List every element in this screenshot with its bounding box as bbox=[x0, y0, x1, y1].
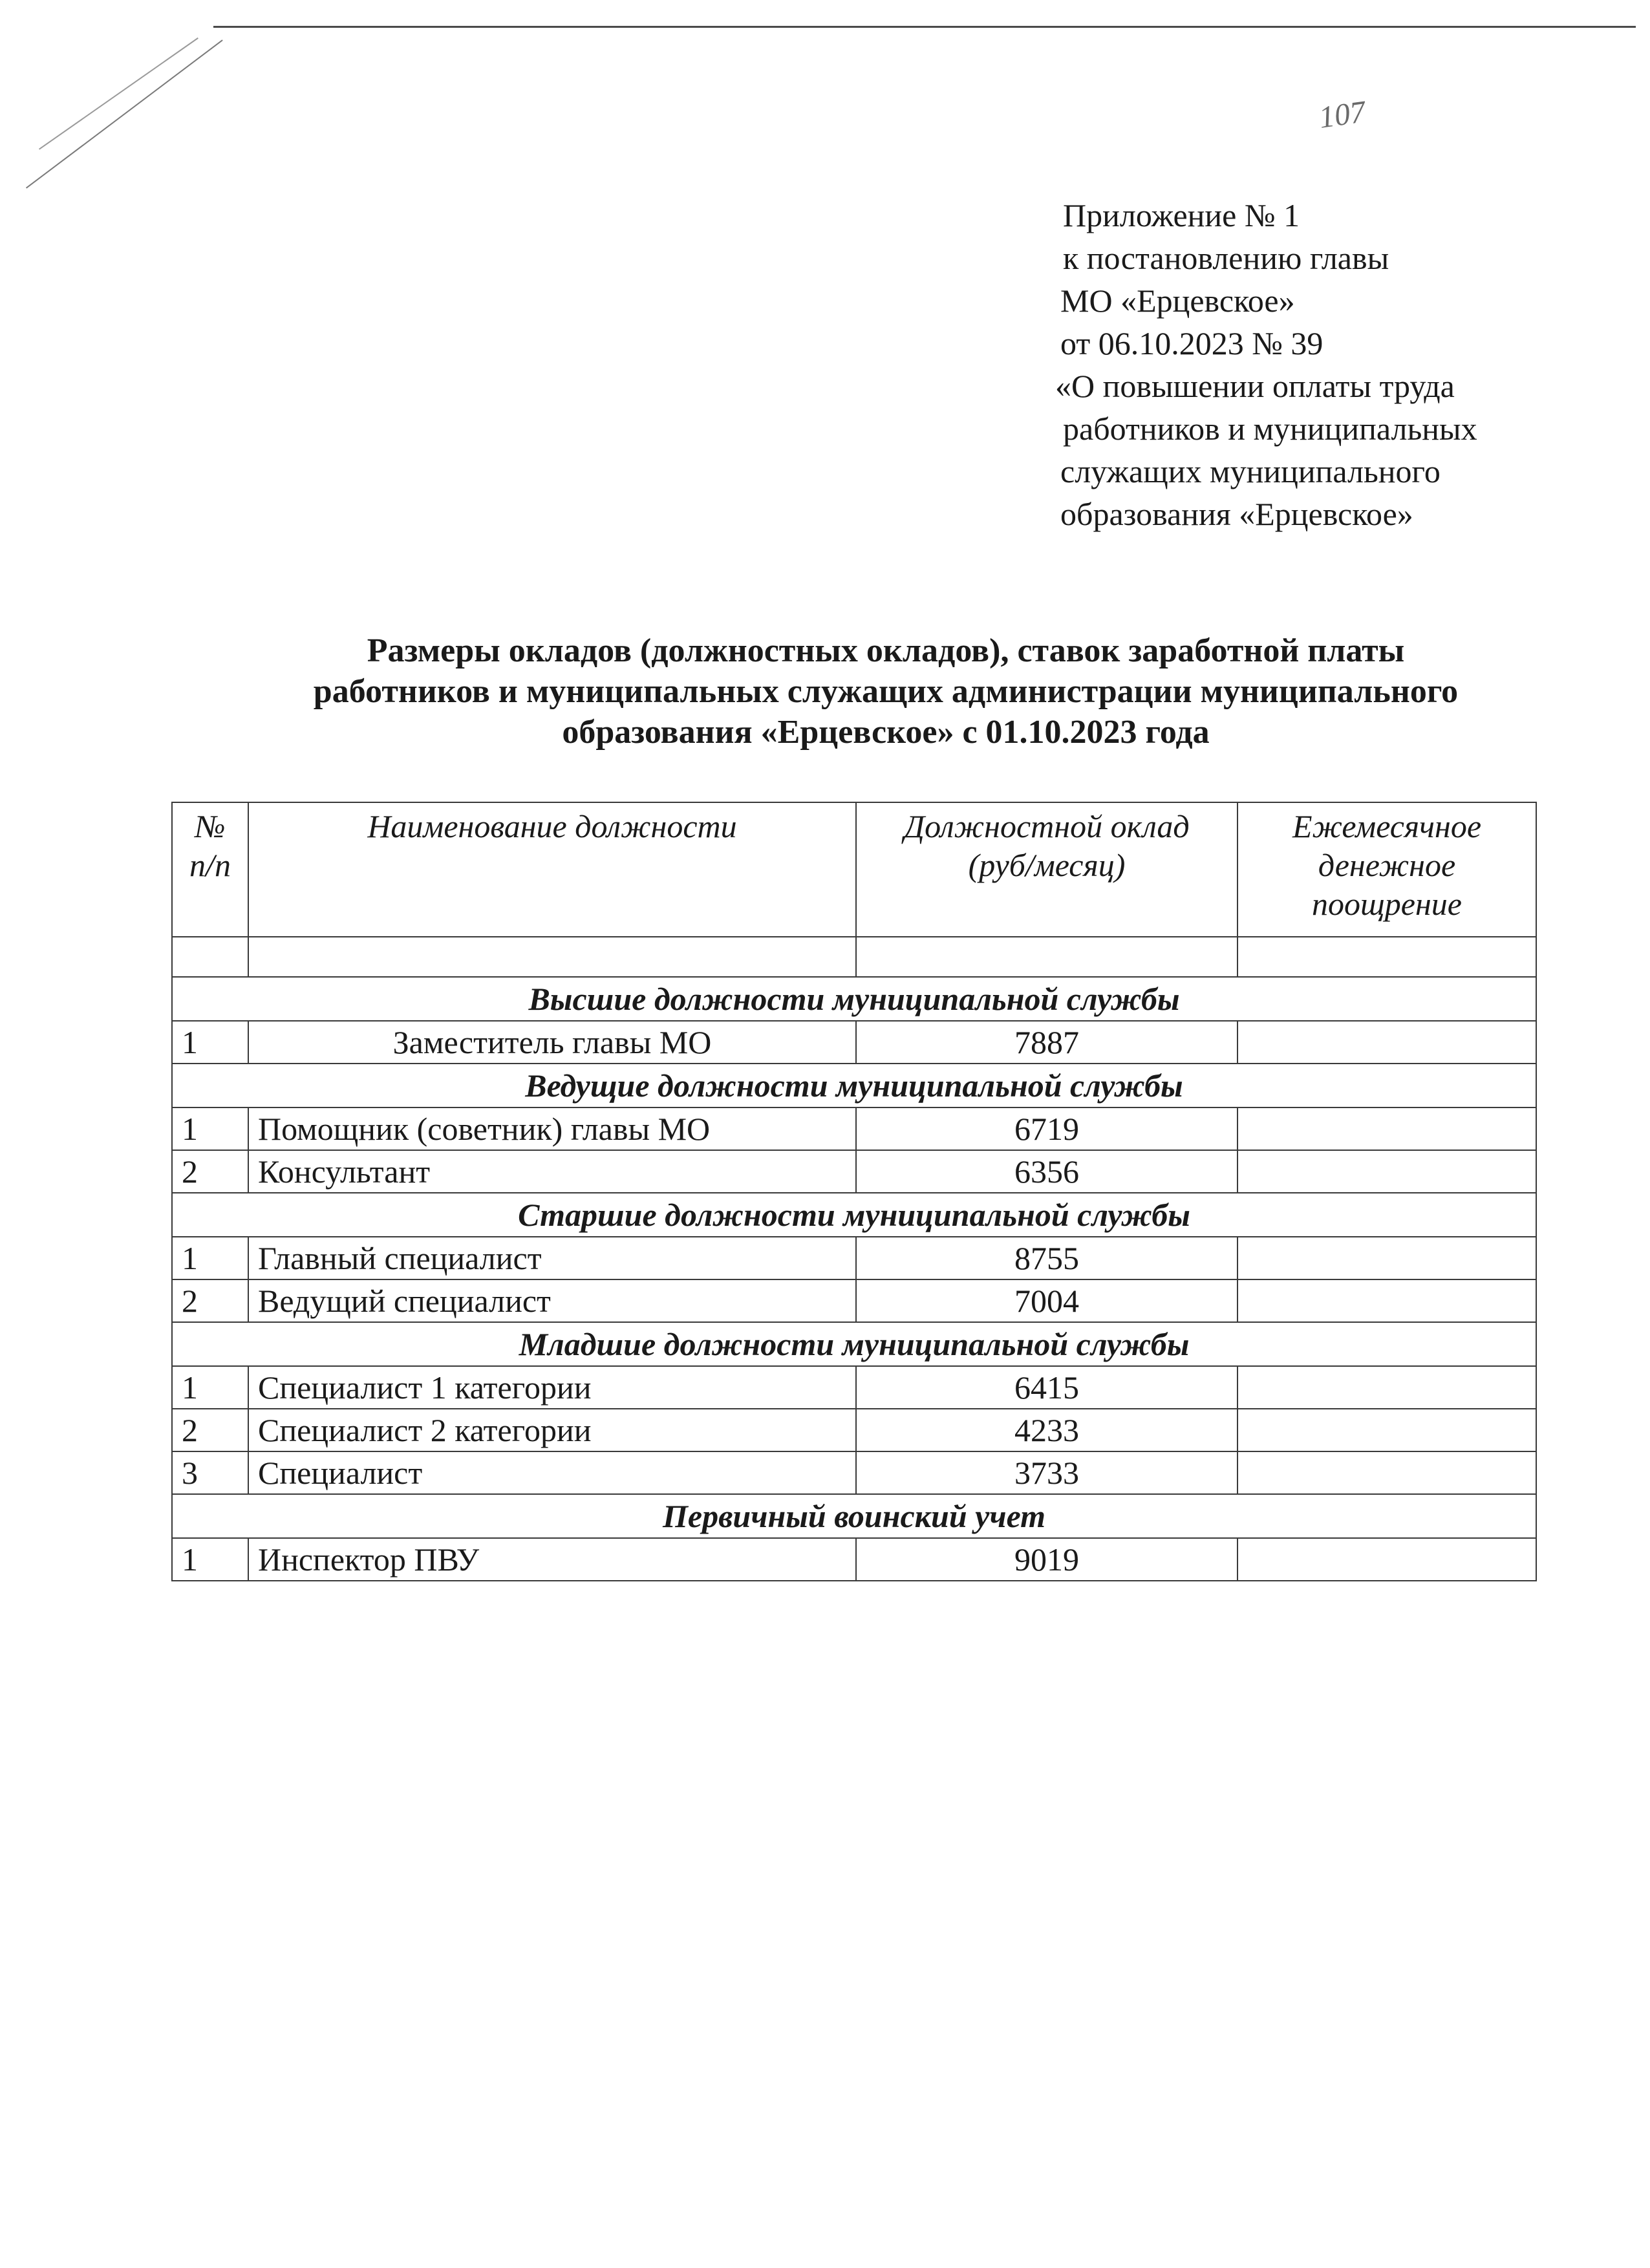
empty-cell bbox=[248, 937, 856, 977]
salary-value: 6415 bbox=[856, 1366, 1238, 1409]
bonus-value bbox=[1238, 1021, 1536, 1064]
bonus-value bbox=[1238, 1409, 1536, 1451]
table-row bbox=[172, 1279, 1536, 1322]
bonus-value bbox=[1238, 1150, 1536, 1193]
appendix-line: Приложение № 1 bbox=[1063, 197, 1300, 233]
bonus-value bbox=[1238, 1279, 1536, 1322]
empty-cell bbox=[172, 937, 248, 977]
salary-value: 3733 bbox=[856, 1451, 1238, 1494]
scan-edge-mark bbox=[26, 39, 223, 188]
salary-value: 6356 bbox=[856, 1150, 1238, 1193]
appendix-block bbox=[1055, 194, 1477, 535]
appendix-line: работников и муниципальных bbox=[1063, 411, 1477, 447]
row-number: 1 bbox=[172, 1021, 248, 1064]
position-name: Специалист 2 категории bbox=[248, 1409, 856, 1451]
row-number: 2 bbox=[172, 1150, 248, 1193]
salary-value: 6719 bbox=[856, 1107, 1238, 1150]
bonus-value bbox=[1238, 1538, 1536, 1581]
row-number: 1 bbox=[172, 1107, 248, 1150]
position-name: Специалист 1 категории bbox=[248, 1366, 856, 1409]
table-body bbox=[172, 977, 1536, 1581]
appendix-line: образования «Ерцевское» bbox=[1060, 496, 1413, 532]
bonus-value bbox=[1238, 1237, 1536, 1279]
header-salary-line: Должностной оклад bbox=[904, 808, 1190, 844]
row-number: 1 bbox=[172, 1538, 248, 1581]
table-row bbox=[172, 1021, 1536, 1064]
table-header-row bbox=[172, 802, 1536, 937]
position-name: Помощник (советник) главы МО bbox=[248, 1107, 856, 1150]
row-number: 1 bbox=[172, 1237, 248, 1279]
section-header-row bbox=[172, 1193, 1536, 1237]
header-position: Наименование должности bbox=[248, 802, 856, 937]
table-row bbox=[172, 1366, 1536, 1409]
salary-value: 9019 bbox=[856, 1538, 1238, 1581]
section-title: Старшие должности муниципальной службы bbox=[172, 1193, 1536, 1237]
salary-table bbox=[171, 802, 1537, 1581]
section-header-row bbox=[172, 1064, 1536, 1107]
salary-value: 8755 bbox=[856, 1237, 1238, 1279]
section-header-row bbox=[172, 1494, 1536, 1538]
appendix-line: служащих муниципального bbox=[1060, 453, 1441, 489]
empty-cell bbox=[856, 937, 1238, 977]
header-salary-line: (руб/месяц) bbox=[968, 847, 1126, 883]
section-title: Ведущие должности муниципальной службы bbox=[172, 1064, 1536, 1107]
position-name: Специалист bbox=[248, 1451, 856, 1494]
position-name: Главный специалист bbox=[248, 1237, 856, 1279]
row-number: 3 bbox=[172, 1451, 248, 1494]
table-row bbox=[172, 1451, 1536, 1494]
title-line: работников и муниципальных служащих администрации муниципального bbox=[313, 673, 1459, 710]
salary-value: 4233 bbox=[856, 1409, 1238, 1451]
row-number: 2 bbox=[172, 1409, 248, 1451]
table-row bbox=[172, 1538, 1536, 1581]
section-header-row bbox=[172, 1322, 1536, 1366]
position-name: Заместитель главы МО bbox=[248, 1021, 856, 1064]
section-title: Младшие должности муниципальной службы bbox=[172, 1322, 1536, 1366]
title-line: образования «Ерцевское» с 01.10.2023 года bbox=[562, 714, 1210, 751]
title-line: Размеры окладов (должностных окладов), ставок заработной платы bbox=[367, 632, 1405, 669]
salary-value: 7887 bbox=[856, 1021, 1238, 1064]
handwritten-page-number: 107 bbox=[1316, 94, 1368, 135]
section-title: Высшие должности муниципальной службы bbox=[172, 977, 1536, 1021]
scan-border-line bbox=[213, 26, 1636, 28]
salary-value: 7004 bbox=[856, 1279, 1238, 1322]
appendix-line: к постановлению главы bbox=[1063, 240, 1389, 276]
table-row bbox=[172, 1107, 1536, 1150]
row-number: 1 bbox=[172, 1366, 248, 1409]
empty-row bbox=[172, 937, 1536, 977]
table-row bbox=[172, 1409, 1536, 1451]
header-bonus bbox=[1238, 802, 1536, 937]
header-bonus-line: Ежемесячное bbox=[1292, 808, 1482, 844]
empty-cell bbox=[1238, 937, 1536, 977]
row-number: 2 bbox=[172, 1279, 248, 1322]
section-header-row bbox=[172, 977, 1536, 1021]
position-name: Инспектор ПВУ bbox=[248, 1538, 856, 1581]
position-name: Ведущий специалист bbox=[248, 1279, 856, 1322]
header-num bbox=[172, 802, 248, 937]
document-title bbox=[194, 630, 1578, 753]
position-name: Консультант bbox=[248, 1150, 856, 1193]
header-bonus-line: поощрение bbox=[1312, 886, 1462, 922]
table-row bbox=[172, 1237, 1536, 1279]
table-row bbox=[172, 1150, 1536, 1193]
appendix-line: «О повышении оплаты труда bbox=[1055, 368, 1455, 404]
header-num-line: п/п bbox=[189, 847, 231, 883]
header-bonus-line: денежное bbox=[1318, 847, 1456, 883]
appendix-line: от 06.10.2023 № 39 bbox=[1060, 325, 1323, 361]
bonus-value bbox=[1238, 1107, 1536, 1150]
scan-edge-mark bbox=[39, 37, 198, 150]
header-num-line: № bbox=[195, 808, 226, 844]
header-salary bbox=[856, 802, 1238, 937]
bonus-value bbox=[1238, 1366, 1536, 1409]
bonus-value bbox=[1238, 1451, 1536, 1494]
appendix-line: МО «Ерцевское» bbox=[1060, 283, 1295, 319]
section-title: Первичный воинский учет bbox=[172, 1494, 1536, 1538]
